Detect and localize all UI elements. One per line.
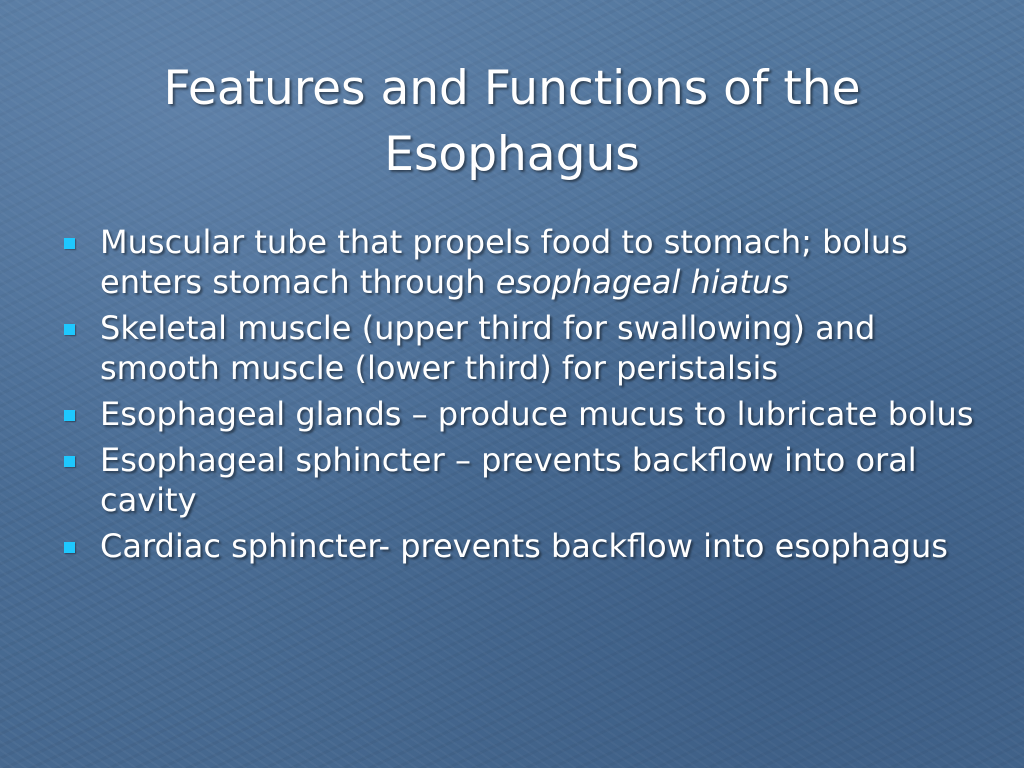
square-bullet-icon [64,456,75,467]
bullet-list [60,222,980,572]
bullet-item [60,222,980,302]
bullet-item [60,440,980,520]
slide-title [60,56,964,188]
square-bullet-icon [64,410,75,421]
bullet-text: Skeletal muscle (upper third for swallowing) and smooth muscle (lower third) for peristalsis [100,309,876,387]
square-bullet-icon [64,542,75,553]
square-bullet-icon [64,324,75,335]
bullet-item [60,526,980,566]
slide-title-line-2: Esophagus [384,127,640,182]
square-bullet-icon [64,238,75,249]
bullet-text: Esophageal glands – produce mucus to lubricate bolus [100,395,974,433]
bullet-item [60,308,980,388]
bullet-emphasis: esophageal hiatus [495,263,789,301]
bullet-text: Esophageal sphincter – prevents backflow into oral cavity [100,441,917,519]
slide-title-line-1: Features and Functions of the [163,61,861,116]
bullet-text: Cardiac sphincter- prevents backflow into esophagus [100,527,948,565]
bullet-text: Muscular tube that propels food to stomach; bolus enters stomach through [100,223,908,301]
bullet-item [60,394,980,434]
